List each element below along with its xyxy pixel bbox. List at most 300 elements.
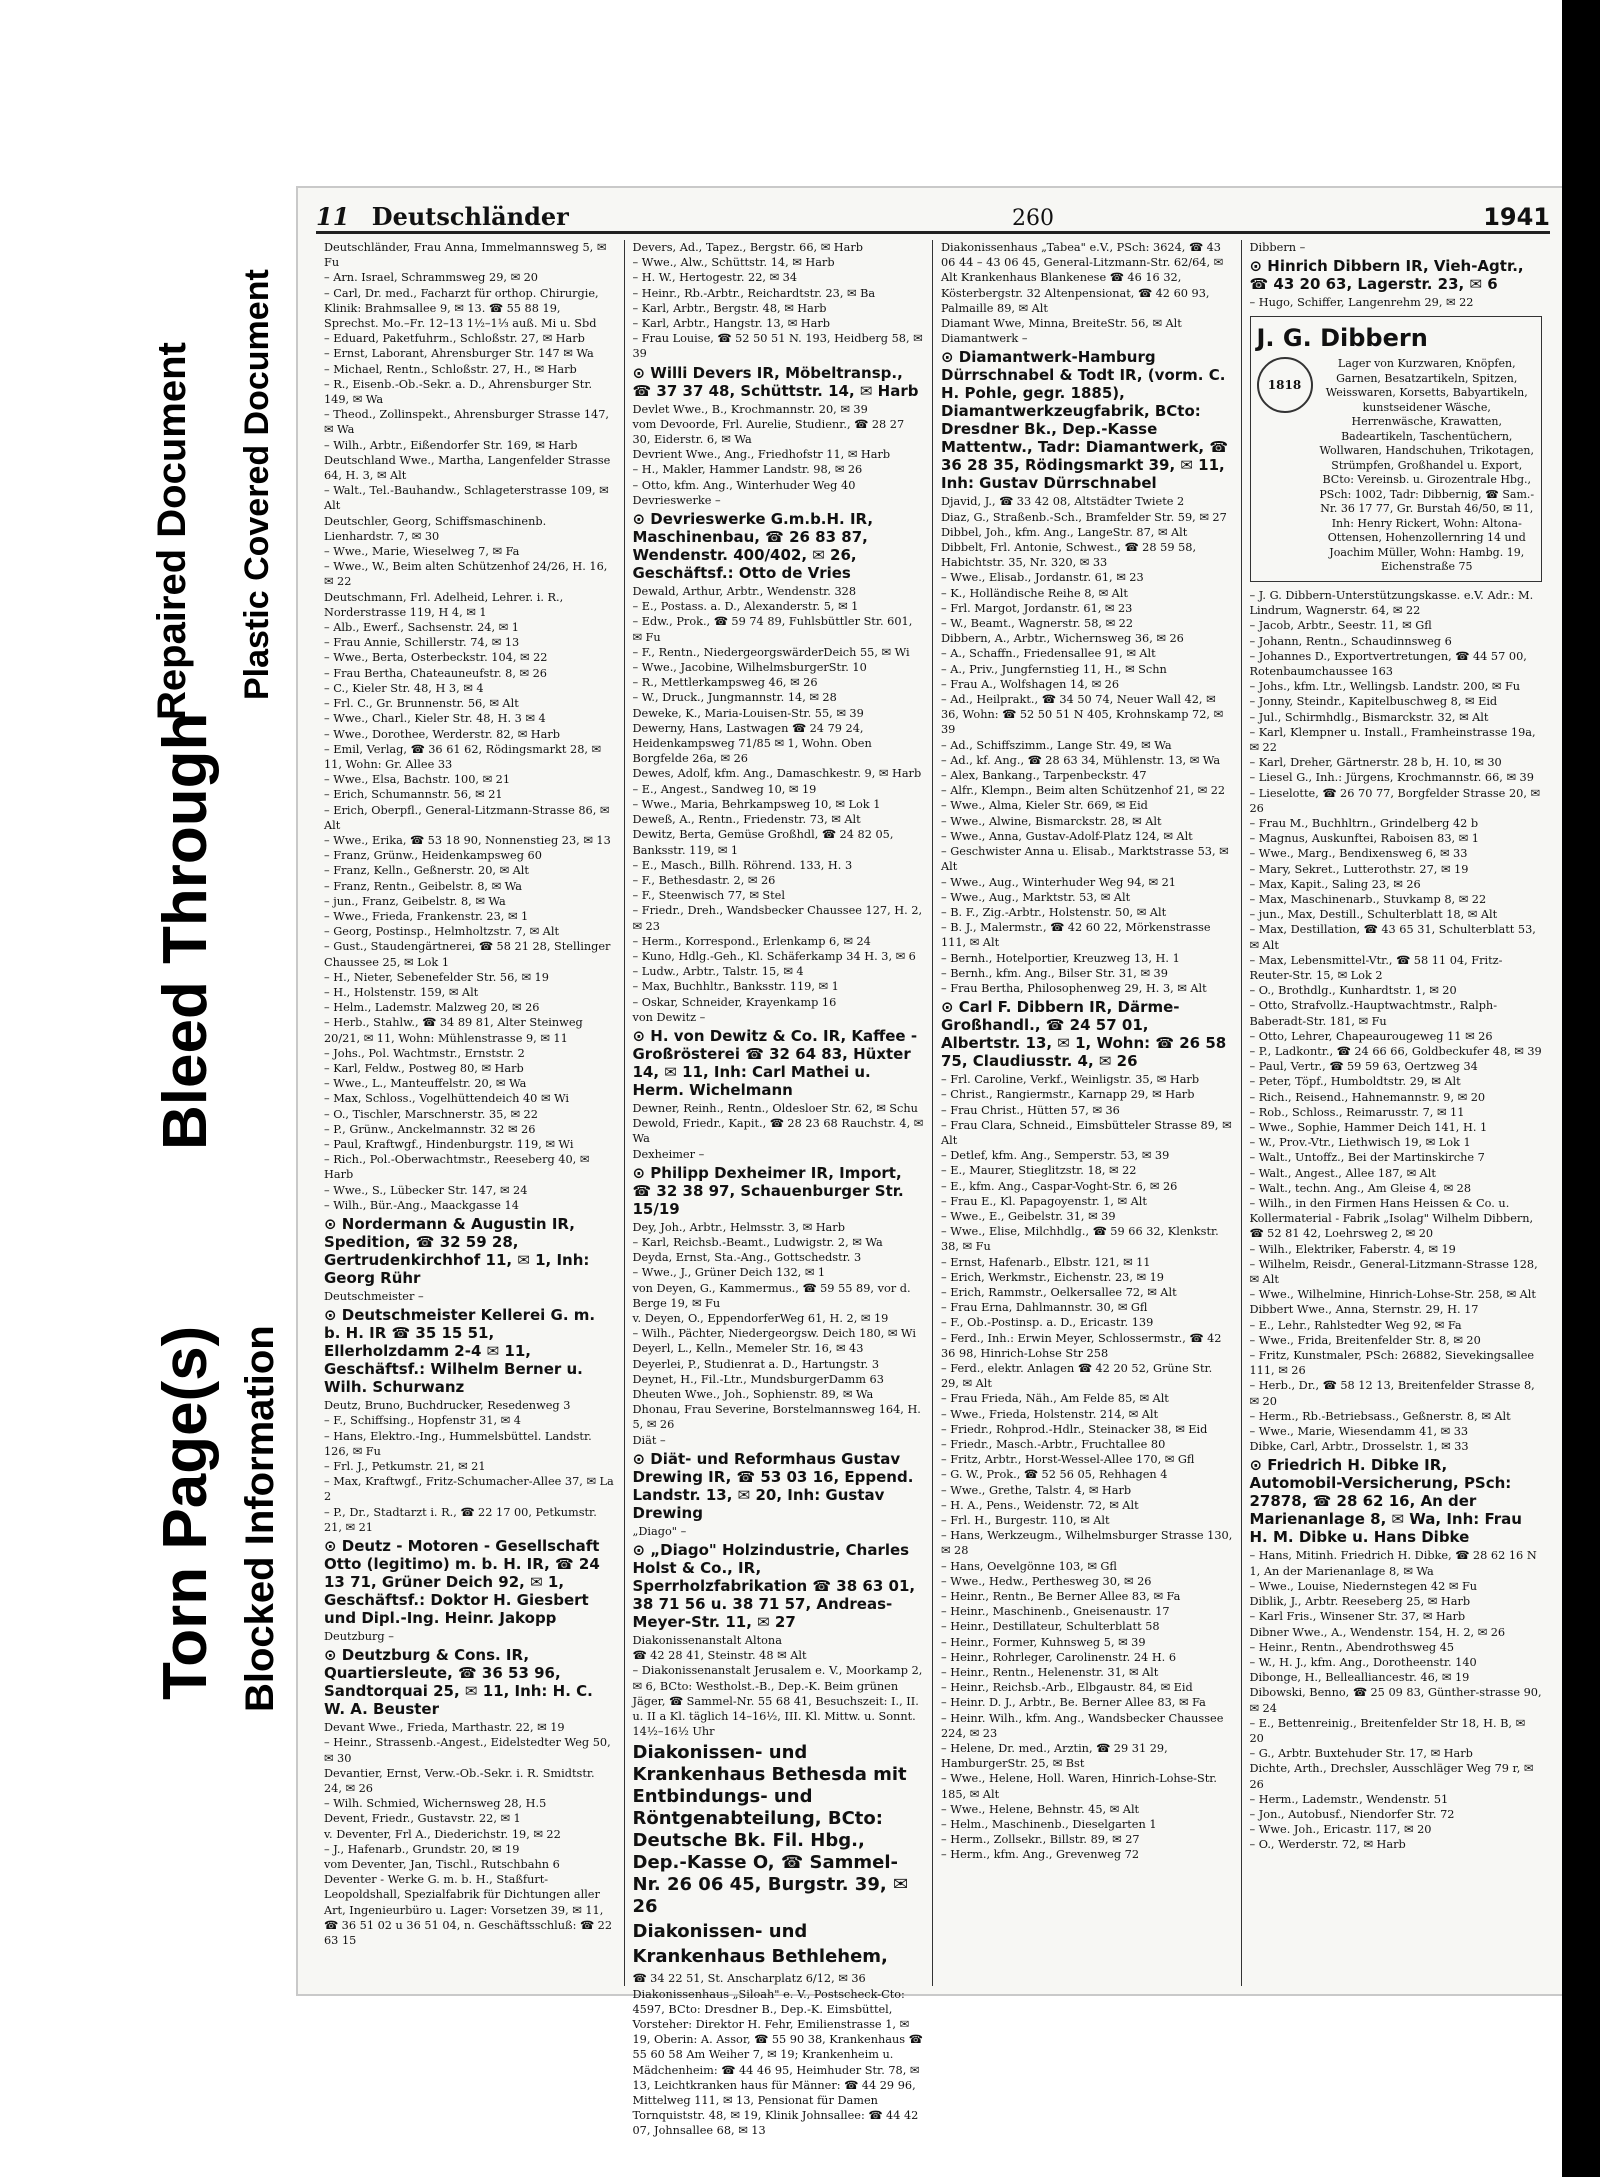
advertisement-box (1250, 316, 1543, 582)
directory-entry: – Wwe., Elsa, Bachstr. 100, ✉ 21 (324, 773, 511, 787)
directory-entry: – Ernst, Laborant, Ahrensburger Str. 147 ✉ Wa (324, 347, 594, 361)
directory-entry: – H. A., Pens., Weidenstr. 72, ✉ Alt (941, 1498, 1139, 1512)
directory-entry: – Wwe., Marie, Wiesendamm 41, ✉ 33 (1249, 1425, 1469, 1439)
directory-entry: – Alb., Ewerf., Sachsenstr. 24, ✉ 1 (324, 621, 519, 635)
directory-entry: – Wwe., Maria, Behrkampsweg 10, ✉ Lok 1 (632, 797, 881, 811)
directory-entry: – Wilh. Schmied, Wichernsweg 28, H.5 (324, 1797, 547, 1811)
directory-entry: – Edw., Prok., ☎ 59 74 89, Fuhlsbüttler Str. 601, ✉ Fu (632, 615, 913, 644)
header-left (316, 202, 816, 231)
directory-entry: ⊙ Deutz - Motoren - Gesellschaft Otto (legitimo) m. b. H. IR, ☎ 24 13 71, Grüner Deich 92, ✉ 1, Geschäftsf.: Doktor H. Giesbert und Dipl.-Ing. Heinr. Jakopp (324, 1537, 600, 1628)
directory-entry: – Diakonissenanstalt Jerusalem e. V., Moorkamp 2, ✉ 6, BCto: Westholst.-B., Dep.-K. Beim grünen Jäger, ☎ Sammel-Nr. 55 68 41, Besuchszeit: I., II. u. II a Kl. täglich 14–16½, III. Kl. Mittw. u. Sonnt. 14½–16½ Uhr (632, 1664, 923, 1739)
directory-entry: – Geschwister Anna u. Elisab., Marktstrasse 53, ✉ Alt (941, 845, 1229, 874)
directory-entry: – Wwe., Alwine, Bismarckstr. 28, ✉ Alt (941, 814, 1162, 828)
directory-entry: Dewerny, Hans, Lastwagen ☎ 24 79 24, Heidenkampsweg 71/85 ✉ 1, Wohn. Oben Borgfelde 26a, ✉ 26 (632, 721, 872, 766)
directory-entry: – Alfr., Klempn., Beim alten Schützenhof 21, ✉ 22 (941, 784, 1226, 798)
directory-entry: – Hans, Werkzeugm., Wilhelmsburger Strasse 130, ✉ 28 (941, 1529, 1233, 1558)
directory-entry: – Helm., Lademstr. Malzweg 20, ✉ 26 (324, 1001, 540, 1015)
directory-entry: – Friedr., Rohprod.-Hdlr., Steinacker 38, ✉ Eid (941, 1422, 1208, 1436)
directory-entry: – F., Schiffsing., Hopfenstr 31, ✉ 4 (324, 1414, 521, 1428)
directory-entry: – Wwe., Dorothee, Werderstr. 82, ✉ Harb (324, 727, 561, 741)
directory-entry: – Ad., Schiffszimm., Lange Str. 49, ✉ Wa (941, 738, 1172, 752)
directory-entry: Dibbern – (1249, 241, 1306, 254)
directory-entry: – Ludw., Arbtr., Talstr. 15, ✉ 4 (632, 965, 804, 979)
directory-entry: – Frau Annie, Schillerstr. 74, ✉ 13 (324, 636, 520, 650)
directory-entry: – Jul., Schirmhdlg., Bismarckstr. 32, ✉ Alt (1249, 710, 1489, 724)
directory-entry: – Wwe., Elisab., Jordanstr. 61, ✉ 23 (941, 571, 1144, 585)
directory-entry: ⊙ Friedrich H. Dibke IR, Automobil-Versicherung, PSch: 27878, ☎ 28 62 16, An der Marienanlage 8, ✉ Wa, Inh: Frau H. M. Dibke u. Hans Dibke (1249, 1456, 1522, 1547)
directory-entry: – Gust., Staudengärtnerei, ☎ 58 21 28, Stellinger Chaussee 25, ✉ Lok 1 (324, 940, 611, 969)
directory-entry: Dibowski, Benno, ☎ 25 09 83, Günther-strasse 90, ✉ 24 (1249, 1686, 1542, 1715)
directory-entry: – Erich, Werkmstr., Eichenstr. 23, ✉ 19 (941, 1270, 1164, 1284)
directory-entry: – Mary, Sekret., Lutterothstr. 27, ✉ 19 (1249, 862, 1469, 876)
directory-entry: Devantier, Ernst, Verw.-Ob.-Sekr. i. R. Smidtstr. 24, ✉ 26 (324, 1766, 595, 1796)
directory-entry: – E., Lehr., Rahlstedter Weg 92, ✉ Fa (1249, 1318, 1462, 1332)
directory-entry: – Wwe., Aug., Marktstr. 53, ✉ Alt (941, 890, 1131, 904)
directory-entry: Diaz, G., Straßenb.-Sch., Bramfelder Str. 59, ✉ 27 (941, 510, 1227, 524)
directory-entry: – K., Holländische Reihe 8, ✉ Alt (941, 586, 1128, 600)
directory-entry: – P., Grünw., Anckelmannstr. 32 ✉ 26 (324, 1122, 536, 1136)
directory-entry: – R., Mettlerkampsweg 46, ✉ 26 (632, 676, 818, 690)
directory-entry: – B. F., Zig.-Arbtr., Holstenstr. 50, ✉ Alt (941, 905, 1167, 919)
directory-entry: Devers, Ad., Tapez., Bergstr. 66, ✉ Harb (632, 241, 864, 254)
directory-entry: vom Deventer, Jan, Tischl., Rutschbahn 6 (324, 1858, 560, 1872)
directory-entry: – Ferd., elektr. Anlagen ☎ 42 20 52, Grüne Str. 29, ✉ Alt (941, 1361, 1213, 1391)
directory-entry: ⊙ Nordermann & Augustin IR, Spedition, ☎ 32 59 28, Gertrudenkirchhof 11, ✉ 1, Inh: Georg Rühr (324, 1215, 590, 1287)
directory-entry: – Heinr., Reichsb.-Arb., Elbgaustr. 84, ✉ Eid (941, 1681, 1193, 1695)
directory-entry: – Walt., Untoffz., Bei der Martinskirche 7 (1249, 1151, 1485, 1165)
directory-entry: – E., Maurer, Stieglitzstr. 18, ✉ 22 (941, 1164, 1137, 1178)
directory-entry: – O., Werderstr. 72, ✉ Harb (1249, 1838, 1406, 1852)
directory-entry: ⊙ Devrieswerke G.m.b.H. IR, Maschinenbau, ☎ 26 83 87, Wendenstr. 400/402, ✉ 26, Geschäftsf.: Otto de Vries (632, 510, 874, 583)
directory-entry: Dichte, Arth., Drechsler, Ausschläger Weg 79 r, ✉ 26 (1249, 1762, 1534, 1791)
directory-entry: Diamantwerk – (941, 332, 1028, 346)
side-labels (0, 0, 300, 2177)
directory-entry: – Ferd., Inh.: Erwin Meyer, Schlossermstr., ☎ 42 36 98, Hinrich-Lohse Str 258 (941, 1331, 1222, 1360)
directory-entry: – Wwe., Helene, Holl. Waren, Hinrich-Lohse-Str. 185, ✉ Alt (941, 1772, 1218, 1801)
directory-entry: – Eduard, Paketfuhrm., Schloßstr. 27, ✉ Harb (324, 332, 585, 346)
directory-entry: – Frl. C., Gr. Brunnenstr. 56, ✉ Alt (324, 697, 519, 711)
directory-entry: Djavid, J., ☎ 33 42 08, Altstädter Twiete 2 (941, 495, 1185, 509)
directory-entry: Dheuten Wwe., Joh., Sophienstr. 89, ✉ Wa (632, 1387, 874, 1401)
directory-entry: – Detlef, kfm. Ang., Semperstr. 53, ✉ 39 (941, 1149, 1170, 1163)
directory-entry: – jun., Max, Destill., Schulterblatt 18, ✉ Alt (1249, 908, 1498, 922)
ad-text: Lager von Kurzwaren, Knöpfen, Garnen, Besatzartikeln, Spitzen, Weisswaren, Korsetts, Babyartikeln, kunstseidener Wäsche, Herrenwäsche, Krawatten, Badeartikeln, Taschentüchern, Wollwaren, Handschuhen, Trikotagen, Strümpfen, Großhandel u. Export, BCto: Vereinsb. u. Girozentrale Hbg., PSch: 1002, Tadr: Dibbernig, ☎ Sam.-Nr. 36 17 77, Gr. Burstah 46/50, ✉ 11, Inh: Henry Rickert, Wohn: Altona-Ottensen, Hohenzollernring 14 und Joachim Müller, Wohn: Hambg. 19, Eichenstraße 75 (1319, 357, 1535, 574)
directory-entry: – F., Rentn., NiedergeorgswärderDeich 55, ✉ Wi (632, 645, 910, 659)
directory-entry: – Carl, Dr. med., Facharzt für orthop. Chirurgie, Klinik: Brahmsallee 9, ✉ 13. ☎ 55 88 19, Sprechst. Mo.–Fr. 12–13 1½–1⅓ auß. Mi u. Sbd (324, 286, 599, 331)
directory-entry: – Max, Kraftwgf., Fritz-Schumacher-Allee 37, ✉ La 2 (324, 1475, 614, 1504)
directory-entry: Deyerlei, P., Studienrat a. D., Hartungstr. 3 (632, 1357, 880, 1371)
directory-entry: – Herm., Rb.-Betriebsass., Geßnerstr. 8, ✉ Alt (1249, 1409, 1511, 1423)
directory-entry: – Wilh., Arbtr., Eißendorfer Str. 169, ✉ Harb (324, 438, 578, 452)
directory-entry: – E., Masch., Billh. Röhrend. 133, H. 3 (632, 858, 853, 872)
column-3 (933, 240, 1242, 1986)
directory-entry: Deynet, H., Fil.-Ltr., MundsburgerDamm 63 (632, 1372, 884, 1386)
directory-entry: Deutschländer, Frau Anna, Immelmannsweg 5, ✉ Fu (324, 241, 607, 270)
directory-entry: ⊙ Philipp Dexheimer IR, Import, ☎ 32 38 97, Schauenburger Str. 15/19 (632, 1163, 904, 1218)
directory-entry: – Frl. J., Petkumstr. 21, ✉ 21 (324, 1460, 486, 1474)
directory-entry: – Max, Lebensmittel-Vtr., ☎ 58 11 04, Fritz-Reuter-Str. 15, ✉ Lok 2 (1249, 953, 1503, 982)
directory-entry: Diakonissenanstalt Altona (632, 1634, 782, 1647)
directory-entry: v. Deventer, Frl A., Diederichstr. 19, ✉ 22 (324, 1827, 561, 1841)
directory-entry: – Karl Fris., Winsener Str. 37, ✉ Harb (1249, 1610, 1466, 1624)
directory-entry: – Wwe., Erika, ☎ 53 18 90, Nonnenstieg 23, ✉ 13 (324, 833, 611, 847)
scanner-edge-band (1562, 0, 1600, 2177)
directory-entry: Devent, Friedr., Gustavstr. 22, ✉ 1 (324, 1812, 521, 1826)
directory-entry: – Paul, Vertr., ☎ 59 59 63, Oertzweg 34 (1249, 1060, 1478, 1074)
directory-entry: – Frau Bertha, Philosophenweg 29, H. 3, ✉ Alt (941, 981, 1207, 995)
directory-entry: – E., Angest., Sandweg 10, ✉ 19 (632, 782, 817, 796)
directory-entry: – Wwe., Frieda, Holstenstr. 214, ✉ Alt (941, 1407, 1159, 1421)
directory-entry: ⊙ H. von Dewitz & Co. IR, Kaffee - Großrösterei ☎ 32 64 83, Hüxter 14, ✉ 11, Inh: Carl Mathei u. Herm. Wichelmann (632, 1026, 918, 1099)
directory-entry: – Wilh., Bür.-Ang., Maackgasse 14 (324, 1198, 519, 1212)
directory-entry: – H., Nieter, Sebenefelder Str. 56, ✉ 19 (324, 970, 549, 984)
directory-entry: – W., Prov.-Vtr., Liethwisch 19, ✉ Lok 1 (1249, 1136, 1471, 1150)
directory-entry: – Walt., Angest., Allee 187, ✉ Alt (1249, 1166, 1436, 1180)
directory-entry: – Ad., kf. Ang., ☎ 28 63 34, Mühlenstr. 13, ✉ Wa (941, 753, 1221, 767)
ad-body (1257, 357, 1536, 575)
directory-entry: Diakonissen- und (632, 1921, 808, 1943)
directory-entry: – Hans, Mitinh. Friedrich H. Dibke, ☎ 28 62 16 N 1, An der Marienanlage 8, ✉ Wa (1249, 1549, 1537, 1578)
directory-entry: – Lieselotte, ☎ 26 70 77, Borgfelder Strasse 20, ✉ 26 (1249, 786, 1540, 815)
directory-entry: – Wwe., Marie, Wieselweg 7, ✉ Fa (324, 545, 520, 559)
directory-entry: Dibbelt, Frl. Antonie, Schwest., ☎ 28 59 58, Habichtstr. 35, Nr. 320, ✉ 33 (941, 541, 1197, 570)
directory-entry: – Heinr., Rentn., Helenenstr. 31, ✉ Alt (941, 1666, 1159, 1680)
directory-entry: – Hugo, Schiffer, Langenrehm 29, ✉ 22 (1249, 296, 1474, 310)
directory-entry: – Frau Clara, Schneid., Eimsbütteler Strasse 89, ✉ Alt (941, 1118, 1232, 1147)
column-4-top (1250, 240, 1543, 310)
directory-entry: – Liesel G., Inh.: Jürgens, Krochmannstr. 66, ✉ 39 (1249, 771, 1534, 785)
directory-entry: – J. G. Dibbern-Unterstützungskasse. e.V. Adr.: M. Lindrum, Wagnerstr. 64, ✉ 22 (1249, 588, 1534, 618)
directory-entry: – Wwe., Frieda, Frankenstr. 23, ✉ 1 (324, 909, 529, 923)
directory-entry: – Johann, Rentn., Schaudinnsweg 6 (1249, 634, 1452, 648)
directory-entry: v. Deyen, O., EppendorferWeg 61, H. 2, ✉ 19 (632, 1311, 889, 1325)
directory-entry: – H., Makler, Hammer Landstr. 98, ✉ 26 (632, 463, 863, 477)
directory-entry: – Heinr., Rentn., Be Berner Allee 83, ✉ Fa (941, 1590, 1181, 1604)
directory-entry: – C., Kieler Str. 48, H 3, ✉ 4 (324, 681, 484, 695)
directory-entry: – Heinr. Wilh., kfm. Ang., Wandsbecker Chaussee 224, ✉ 23 (941, 1711, 1224, 1740)
ad-seal: 1818 (1257, 357, 1313, 413)
directory-entry: – Frau E., Kl. Papagoyenstr. 1, ✉ Alt (941, 1194, 1147, 1208)
directory-entry: – Wwe. Joh., Ericastr. 117, ✉ 20 (1249, 1823, 1432, 1837)
directory-entry: – Frl. Margot, Jordanstr. 61, ✉ 23 (941, 601, 1133, 615)
directory-entry: – A., Priv., Jungfernstieg 11, H., ✉ Schn (941, 662, 1167, 676)
label-plastic-covered: Plastic Covered Document (238, 269, 276, 700)
directory-entry: – O., Brothdlg., Kunhardtstr. 1, ✉ 20 (1249, 984, 1457, 998)
directory-entry: – Frl. H., Burgestr. 110, ✉ Alt (941, 1514, 1110, 1528)
directory-entry: – Heinr., Former, Kuhnsweg 5, ✉ 39 (941, 1635, 1146, 1649)
directory-entry: von Dewitz – (632, 1010, 706, 1024)
directory-entry: Devant Wwe., Frieda, Marthastr. 22, ✉ 19 (324, 1721, 565, 1735)
directory-entry: – Heinr., Destillateur, Schulterblatt 58 (941, 1620, 1160, 1634)
directory-entry: Devrient Wwe., Ang., Friedhofstr 11, ✉ Harb (632, 448, 891, 462)
directory-entry: Diamant Wwe, Minna, BreiteStr. 56, ✉ Alt (941, 317, 1182, 331)
directory-entry: – Wwe., E., Geibelstr. 31, ✉ 39 (941, 1209, 1116, 1223)
directory-entry: – R., Eisenb.-Ob.-Sekr. a. D., Ahrensburger Str. 149, ✉ Wa (324, 377, 593, 407)
directory-entry: – Magnus, Auskunftei, Raboisen 83, ✉ 1 (1249, 832, 1479, 846)
directory-entry: – P., Dr., Stadtarzt i. R., ☎ 22 17 00, Petkumstr. 21, ✉ 21 (324, 1505, 597, 1534)
directory-entry: Deweß, A., Rentn., Friedenstr. 73, ✉ Alt (632, 813, 861, 827)
directory-entry: – Heinr., Maschinenb., Gneisenaustr. 17 (941, 1605, 1170, 1619)
directory-entry: – Otto, Strafvollz.-Hauptwachtmstr., Ralph-Baberadt-Str. 181, ✉ Fu (1249, 999, 1498, 1028)
directory-entry: – Wilhelm, Reisdr., General-Litzmann-Strasse 128, ✉ Alt (1249, 1257, 1538, 1287)
directory-entry: – Wwe., Grethe, Talstr. 4, ✉ Harb (941, 1483, 1132, 1497)
directory-entry: Dewitz, Berta, Gemüse Großhdl, ☎ 24 82 05, Banksstr. 119, ✉ 1 (632, 828, 894, 857)
directory-entry: Dibbert Wwe., Anna, Sternstr. 29, H. 17 (1249, 1303, 1479, 1317)
directory-entry: – B. J., Malermstr., ☎ 42 60 22, Mörkenstrasse 111, ✉ Alt (941, 921, 1211, 950)
directory-entry: – Karl, Klempner u. Install., Framheinstrasse 19a, ✉ 22 (1249, 725, 1536, 754)
directory-entry: Dewold, Friedr., Kapit., ☎ 28 23 68 Rauchstr. 4, ✉ Wa (632, 1117, 924, 1146)
directory-entry: – Herm., kfm. Ang., Grevenweg 72 (941, 1848, 1140, 1862)
directory-entry: – Herm., Zollsekr., Billstr. 89, ✉ 27 (941, 1833, 1140, 1847)
directory-entry: – Karl, Reichsb.-Beamt., Ludwigstr. 2, ✉ Wa (632, 1235, 883, 1249)
directory-entry: – Helene, Dr. med., Arztin, ☎ 29 31 29, HamburgerStr. 25, ✉ Bst (941, 1742, 1168, 1771)
label-bleed-through: Bleed Through (151, 712, 220, 1150)
directory-entry: – Wwe., Jacobine, WilhelmsburgerStr. 10 (632, 661, 867, 675)
directory-entry: – Herm., Korrespond., Erlenkamp 6, ✉ 24 (632, 934, 871, 948)
directory-entry: Dey, Joh., Arbtr., Helmsstr. 3, ✉ Harb (632, 1220, 845, 1234)
column-1 (316, 240, 625, 1986)
directory-entry: Dewes, Adolf, kfm. Ang., Damaschkestr. 9, ✉ Harb (632, 767, 922, 781)
page-number: 260 (1012, 206, 1054, 231)
directory-entry: – Emil, Verlag, ☎ 36 61 62, Rödingsmarkt 28, ✉ 11, Wohn: Gr. Allee 33 (324, 742, 602, 771)
directory-entry: – Heinr., Rohrleger, Carolinenstr. 24 H. 6 (941, 1650, 1177, 1664)
directory-entry: – H. W., Hertogestr. 22, ✉ 34 (632, 271, 798, 285)
directory-entry: – Franz, Kelln., Geßnerstr. 20, ✉ Alt (324, 864, 529, 878)
directory-entry: – F., Bethesdastr. 2, ✉ 26 (632, 873, 776, 887)
directory-entry: – jun., Franz, Geibelstr. 8, ✉ Wa (324, 894, 506, 908)
directory-entry: – Frau Louise, ☎ 52 50 51 N. 193, Heidberg 58, ✉ 39 (632, 332, 923, 361)
directory-entry: – G. W., Prok., ☎ 52 56 05, Rehhagen 4 (941, 1468, 1168, 1482)
directory-entry: – W., Druck., Jungmannstr. 14, ✉ 28 (632, 691, 837, 705)
directory-entry: Diakonissenhaus „Siloah" e. V., Postscheck-Cto: 4597, BCto: Dresdner B., Dep.-K. Eimsbüttel, Vorsteher: Direktor H. Fehr, Emilienstrasse 1, ✉ 19, Oberin: A. Assor, ☎ 55 90 38, Krankenhaus ☎ 55 60 58 Am Weiher 7, ✉ 19; Krankenheim u. Mädchenheim: ☎ 44 46 95, Heimhuder Str. 78, ✉ 13, Leichtkranken haus für Männer: ☎ 44 29 96, Mittelweg 111, ✉ 13, Pensionat für Damen Tornquiststr. 48, ✉ 19, Klinik Johnsallee: ☎ 44 42 07, Johnsallee 68, ✉ 13 (632, 1987, 923, 2138)
directory-entry: Deutschler, Georg, Schiffsmaschinenb. Lienhardstr. 7, ✉ 30 (324, 514, 547, 543)
label-repaired-document: Repaired Document (150, 342, 194, 720)
directory-entry: – A., Schaffn., Friedensallee 91, ✉ Alt (941, 647, 1156, 661)
column-4 (1242, 240, 1551, 1986)
directory-entry: – Bernh., kfm. Ang., Bilser Str. 31, ✉ 39 (941, 966, 1168, 980)
directory-entry: – Wwe., Helene, Behnstr. 45, ✉ Alt (941, 1802, 1140, 1816)
directory-entry: Deutschland Wwe., Martha, Langenfelder Strasse 64, H. 3, ✉ Alt (324, 453, 611, 483)
directory-entry: Deyda, Ernst, Sta.-Ang., Gottschedstr. 3 (632, 1251, 862, 1265)
directory-entry: – Wwe., Louise, Niedernstegen 42 ✉ Fu (1249, 1579, 1478, 1593)
directory-entry: – Jonny, Steindr., Kapitelbuschweg 8, ✉ Eid (1249, 695, 1498, 709)
directory-entry: – Heinr. D. J., Arbtr., Be. Berner Allee 83, ✉ Fa (941, 1696, 1206, 1710)
directory-entry: – Ernst, Hafenarb., Elbstr. 121, ✉ 11 (941, 1255, 1151, 1269)
document-page (296, 186, 1568, 2138)
directory-entry: ⊙ Carl F. Dibbern IR, Därme-Großhandl., ☎ 24 57 01, Albertstr. 13, ✉ 1, Wohn: ☎ 26 58 75, Claudiusstr. 4, ✉ 26 (941, 998, 1227, 1071)
directory-entry: – E., Bettenreinig., Breitenfelder Str 18, H. B, ✉ 20 (1249, 1716, 1526, 1745)
directory-entry: – Wilh., in den Firmen Hans Heissen & Co. u. Kollermaterial - Fabrik „Isolag" Wilhelm Dibbern, ☎ 52 81 42, Loehrsweg 2, ✉ 20 (1249, 1197, 1534, 1241)
directory-entry: – Max, Destillation, ☎ 43 65 31, Schulterblatt 53, ✉ Alt (1249, 923, 1536, 952)
directory-entry: Deutschmann, Frl. Adelheid, Lehrer. i. R., Norderstrasse 119, H 4, ✉ 1 (324, 590, 564, 619)
header-section-number: 11 (316, 202, 350, 231)
directory-entry: – Theod., Zollinspekt., Ahrensburger Strasse 147, ✉ Wa (324, 408, 610, 437)
directory-entry: – Erich, Schumannstr. 56, ✉ 21 (324, 788, 503, 802)
directory-entry: – Max, Buchhltr., Banksstr. 119, ✉ 1 (632, 980, 839, 994)
directory-entry: – E., kfm. Ang., Caspar-Voght-Str. 6, ✉ 26 (941, 1179, 1178, 1193)
directory-entry: – Friedr., Masch.-Arbtr., Fruchtallee 80 (941, 1438, 1166, 1451)
directory-entry: – Karl, Feldw., Postweg 80, ✉ Harb (324, 1061, 524, 1075)
directory-entry: – P., Ladkontr., ☎ 24 66 66, Goldbeckufer 48, ✉ 39 (1249, 1045, 1542, 1058)
directory-entry: – Erich, Rammstr., Oelkersallee 72, ✉ Alt (941, 1285, 1177, 1299)
directory-entry: Diakonissen- und Krankenhaus Bethesda mit Entbindungs- und Röntgenabteilung, BCto: Deutsche Bk. Fil. Hbg., Dep.-Kasse O, ☎ Sammel-Nr. 26 06 45, Burgstr. 39, ✉ 26 (632, 1742, 909, 1918)
directory-entry: Deutz, Bruno, Buchdrucker, Resedenweg 3 (324, 1399, 571, 1413)
directory-entry: – Hans, Oevelgönne 103, ✉ Gfl (941, 1559, 1117, 1573)
directory-entry: – Frau Bertha, Chateauneufstr. 8, ✉ 26 (324, 666, 547, 680)
directory-entry: – Karl, Arbtr., Bergstr. 48, ✉ Harb (632, 301, 827, 315)
directory-entry: – F., Steenwisch 77, ✉ Stel (632, 889, 785, 903)
directory-entry: Dibbern, A., Arbtr., Wichernsweg 36, ✉ 26 (941, 632, 1184, 646)
directory-entry: – Fritz, Arbtr., Horst-Wessel-Allee 170, ✉ Gfl (941, 1453, 1195, 1467)
directory-entry: – J., Hafenarb., Grundstr. 20, ✉ 19 (324, 1842, 520, 1856)
directory-entry: Dewner, Reinh., Rentn., Oldesloer Str. 62, ✉ Schu (632, 1101, 918, 1115)
directory-entry: – Frau Frieda, Näh., Am Felde 85, ✉ Alt (941, 1392, 1169, 1406)
directory-entry: Diblik, J., Arbtr. Reeseberg 25, ✉ Harb (1249, 1595, 1471, 1609)
directory-entry: – Walt., Tel.-Bauhandw., Schlageterstrasse 109, ✉ Alt (324, 484, 609, 513)
directory-entry: – Max, Maschinenarb., Stuvkamp 8, ✉ 22 (1249, 892, 1487, 906)
directory-entry: – Paul, Kraftwgf., Hindenburgstr. 119, ✉ Wi (324, 1137, 574, 1151)
directory-entry: – Frau M., Buchhltrn., Grindelberg 42 b (1249, 816, 1479, 830)
directory-entry: ⊙ Diät- und Reformhaus Gustav Drewing IR, ☎ 53 03 16, Eppend. Landstr. 13, ✉ 20, Inh: Gustav Drewing (632, 1449, 914, 1522)
directory-entry: – Wwe., Frida, Breitenfelder Str. 8, ✉ 20 (1249, 1333, 1481, 1347)
directory-entry: Deyerl, L., Kelln., Memeler Str. 16, ✉ 43 (632, 1342, 864, 1356)
directory-entry: – O., Tischler, Marschnerstr. 35, ✉ 22 (324, 1107, 538, 1121)
directory-entry: – Wwe., Anna, Gustav-Adolf-Platz 124, ✉ Alt (941, 829, 1193, 843)
directory-entry: – Wilh., Elektriker, Faberstr. 4, ✉ 19 (1249, 1242, 1456, 1256)
directory-entry: – Wwe., Alma, Kieler Str. 669, ✉ Eid (941, 799, 1148, 813)
directory-entry: ⊙ Willi Devers IR, Möbeltransp., ☎ 37 37 48, Schüttstr. 14, ✉ Harb (632, 363, 919, 400)
directory-entry: – Oskar, Schneider, Krayenkamp 16 (632, 995, 837, 1009)
directory-entry: – Peter, Töpf., Humboldtstr. 29, ✉ Alt (1249, 1075, 1461, 1089)
directory-entry: – H., Holstenstr. 159, ✉ Alt (324, 985, 479, 999)
directory-entry: Deutschmeister – (324, 1290, 424, 1303)
directory-entry: Dibonge, H., Bellealliancestr. 46, ✉ 19 (1249, 1671, 1470, 1685)
directory-entry: – Heinr., Strassenb.-Angest., Eidelstedter Weg 50, ✉ 30 (324, 1736, 611, 1765)
directory-entry: – Max, Schloss., Vogelhüttendeich 40 ✉ Wi (324, 1092, 570, 1106)
directory-entry: – Wwe., L., Manteuffelstr. 20, ✉ Wa (324, 1077, 527, 1091)
directory-entry: – Herb., Dr., ☎ 58 12 13, Breitenfelder Strasse 8, ✉ 20 (1249, 1379, 1535, 1408)
directory-entry: Deventer - Werke G. m. b. H., Staßfurt-Leopoldshall, Spezialfabrik für Dichtungen aller Art, Ingenieurbüro u. Lager: Vorsetzen 39, ✉ 11, ☎ 36 51 02 u 36 51 04, n. Geschäftsschluß: ☎ 22 63 15 (324, 1873, 613, 1948)
directory-entry: – Frau Erna, Dahlmannstr. 30, ✉ Gfl (941, 1301, 1148, 1315)
directory-entry: vom Devoorde, Frl. Aurelie, Studienr., ☎ 28 27 30, Eiderstr. 6, ✉ Wa (632, 417, 905, 447)
directory-entry: – Georg, Postinsp., Helmholtzstr. 7, ✉ Alt (324, 925, 559, 939)
directory-entry: – W., Beamt., Wagnerstr. 58, ✉ 22 (941, 617, 1134, 631)
directory-entry: – Wwe., J., Grüner Deich 132, ✉ 1 (632, 1266, 826, 1280)
directory-entry: – Alex, Bankang., Tarpenbeckstr. 47 (941, 769, 1147, 783)
directory-entry: – F., Ob.-Postinsp. a. D., Ericastr. 139 (941, 1316, 1154, 1330)
directory-entry: ⊙ „Diago" Holzindustrie, Charles Holst & Co., IR, Sperrholzfabrikation ☎ 38 63 01, 38 71 56 u. 38 71 57, Andreas-Meyer-Str. 11, ✉ 27 (632, 1541, 916, 1631)
ad-title: J. G. Dibbern (1256, 324, 1428, 353)
directory-entry: – Herm., Lademstr., Wendenstr. 51 (1249, 1792, 1449, 1806)
directory-entry: ☎ 34 22 51, St. Anscharplatz 6/12, ✉ 36 (632, 1972, 866, 1986)
directory-entry: Diakonissenhaus „Tabea" e.V., PSch: 3624, ☎ 43 06 44 – 43 06 45, General-Litzmann-Str. 62/64, ✉ Alt Krankenhaus Blankenese ☎ 46 16 32, Kösterbergstr. 32 Altenpensionat, ☎ 42 60 93, Palmaille 89, ✉ Alt (941, 241, 1224, 315)
directory-entry: – Walt., techn. Ang., Am Gleise 4, ✉ 28 (1249, 1181, 1472, 1195)
directory-entry: – Wwe., Hedw., Perthesweg 30, ✉ 26 (941, 1574, 1152, 1588)
directory-entry: – Wwe., W., Beim alten Schützenhof 24/26, H. 16, ✉ 22 (324, 560, 608, 589)
header-year: 1941 (1483, 203, 1550, 231)
page-header (316, 192, 1550, 234)
directory-entry: – Friedr., Dreh., Wandsbecker Chaussee 127, H. 2, ✉ 23 (632, 904, 923, 933)
directory-entry: – Wwe., Marg., Bendixensweg 6, ✉ 33 (1249, 847, 1468, 861)
directory-entry: – Frau A., Wolfshagen 14, ✉ 26 (941, 677, 1120, 691)
directory-entry: von Deyen, G., Kammermus., ☎ 59 55 89, vor d. Berge 19, ✉ Fu (632, 1281, 911, 1310)
directory-entry: – Wwe., Aug., Winterhuder Weg 94, ✉ 21 (941, 875, 1176, 889)
directory-entry: „Diago" – (632, 1524, 687, 1538)
directory-entry: – Ad., Heilprakt., ☎ 34 50 74, Neuer Wall 42, ✉ 36, Wohn: ☎ 52 50 51 N 405, Krohnskamp 72, ✉ 39 (941, 693, 1224, 737)
header-title: Deutschländer (371, 202, 569, 231)
directory-entry: ⊙ Hinrich Dibbern IR, Vieh-Agtr., ☎ 43 20 63, Lagerstr. 23, ✉ 6 (1249, 257, 1524, 294)
directory-entry: – Helm., Maschinenb., Dieselgarten 1 (941, 1818, 1157, 1832)
directory-entry: Dibke, Carl, Arbtr., Drosselstr. 1, ✉ 33 (1249, 1440, 1469, 1454)
directory-entry: – Frl. Caroline, Verkf., Weinligstr. 35, ✉ Harb (941, 1073, 1200, 1087)
directory-columns (316, 240, 1550, 2138)
directory-entry: ⊙ Deutschmeister Kellerei G. m. b. H. IR ☎ 35 15 51, Ellerholzdamm 2-4 ✉ 11, Geschäftsf.: Wilhelm Berner u. Wilh. Schurwanz (324, 1306, 596, 1397)
directory-entry: Devlet Wwe., B., Krochmannstr. 20, ✉ 39 (632, 402, 868, 416)
label-blocked-information: Blocked Information (238, 1325, 282, 1712)
directory-entry: – Arn. Israel, Schrammsweg 29, ✉ 20 (324, 271, 538, 285)
directory-entry: – Rich., Reisend., Hahnemannstr. 9, ✉ 20 (1249, 1090, 1486, 1104)
directory-entry: – Max, Kapit., Saling 23, ✉ 26 (1249, 877, 1421, 891)
directory-entry: – Christ., Rangiermstr., Karnapp 29, ✉ Harb (941, 1088, 1195, 1102)
directory-entry: Diät – (632, 1433, 666, 1447)
column-4-entries (1250, 588, 1543, 1853)
directory-entry: – Jon., Autobusf., Niendorfer Str. 72 (1249, 1807, 1455, 1821)
directory-entry: – Heinr., Rb.-Arbtr., Reichardtstr. 23, ✉ Ba (632, 286, 876, 300)
directory-entry: – Hans, Elektro.-Ing., Hummelsbüttel. Landstr. 126, ✉ Fu (324, 1429, 592, 1458)
directory-entry: – Wwe., Wilhelmine, Hinrich-Lohse-Str. 258, ✉ Alt (1249, 1288, 1536, 1302)
directory-entry: ⊙ Diamantwerk-Hamburg Dürrschnabel & Todt IR, (vorm. C. H. Pohle, gegr. 1885), Diamantwerkzeugfabrik, BCto: Dresdner Bk., Dep.-Kasse Mattentw., Tadr: Diamantwerk, ☎ 36 28 35, Rödingsmarkt 39, ✉ 11, Inh: Gustav Dürrschnabel (941, 348, 1229, 493)
directory-entry: Krankenhaus Bethlehem, (632, 1946, 888, 1968)
directory-entry: Dibner Wwe., A., Wendenstr. 154, H. 2, ✉ 26 (1249, 1625, 1506, 1639)
directory-entry: Dhonau, Frau Severine, Borstelmannsweg 164, H. 5, ✉ 26 (632, 1403, 921, 1432)
directory-entry: Deweke, K., Maria-Louisen-Str. 55, ✉ 39 (632, 706, 864, 720)
directory-entry: – Wwe., S., Lübecker Str. 147, ✉ 24 (324, 1183, 528, 1197)
directory-entry: – Wilh., Pächter, Niedergeorgsw. Deich 180, ✉ Wi (632, 1327, 916, 1341)
directory-entry: – E., Postass. a. D., Alexanderstr. 5, ✉ 1 (632, 600, 859, 614)
directory-entry: – Heinr., Rentn., Abendrothsweg 45 (1249, 1640, 1455, 1654)
directory-entry: – G., Arbtr. Buxtehuder Str. 17, ✉ Harb (1249, 1747, 1473, 1761)
directory-entry: Deutzburg – (324, 1630, 394, 1644)
directory-entry: – Karl, Arbtr., Hangstr. 13, ✉ Harb (632, 317, 830, 331)
directory-entry: – Johs., Pol. Wachtmstr., Ernststr. 2 (324, 1046, 525, 1060)
directory-entry: – Herb., Stahlw., ☎ 34 89 81, Alter Steinweg 20/21, ✉ 11, Wohn: Mühlenstrasse 9, ✉ 11 (324, 1016, 583, 1045)
directory-entry: Devrieswerke – (632, 493, 721, 507)
directory-entry: – Fritz, Kunstmaler, PSch: 26882, Sievekingsallee 111, ✉ 26 (1249, 1349, 1535, 1378)
directory-entry: ⊙ Deutzburg & Cons. IR, Quartiersleute, ☎ 36 53 96, Sandtorquai 25, ✉ 11, Inh: H. C. W. A. Beuster (324, 1646, 593, 1719)
directory-entry: – Johs., kfm. Ltr., Wellingsb. Landstr. 200, ✉ Fu (1249, 680, 1521, 694)
directory-entry: – Otto, kfm. Ang., Winterhuder Weg 40 (632, 478, 856, 492)
directory-entry: – Wwe., Elise, Milchhdlg., ☎ 59 66 32, Klenkstr. 38, ✉ Fu (941, 1225, 1219, 1254)
directory-entry: – W., H. J., kfm. Ang., Dorotheenstr. 140 (1249, 1655, 1477, 1669)
directory-entry: – Franz, Grünw., Heidenkampsweg 60 (324, 849, 542, 863)
directory-entry: Dexheimer – (632, 1147, 705, 1161)
directory-entry: – Franz, Rentn., Geibelstr. 8, ✉ Wa (324, 879, 522, 893)
directory-entry: – Otto, Lehrer, Chapeaurougeweg 11 ✉ 26 (1249, 1029, 1493, 1043)
directory-entry: Dibbel, Joh., kfm. Ang., LangeStr. 87, ✉ Alt (941, 525, 1188, 539)
directory-entry: – Karl, Dreher, Gärtnerstr. 28 b, H. 10, ✉ 30 (1249, 756, 1502, 770)
directory-entry: – Jacob, Arbtr., Seestr. 11, ✉ Gfl (1249, 619, 1432, 633)
directory-entry: – Bernh., Hotelportier, Kreuzweg 13, H. 1 (941, 951, 1180, 965)
directory-entry: – Wwe., Berta, Osterbeckstr. 104, ✉ 22 (324, 651, 548, 665)
directory-entry: Dewald, Arthur, Arbtr., Wendenstr. 328 (632, 585, 857, 599)
directory-entry: – Erich, Oberpfl., General-Litzmann-Strasse 86, ✉ Alt (324, 803, 610, 832)
label-torn-pages: Torn Page(s) (151, 1325, 220, 1700)
directory-entry: – Rich., Pol.-Oberwachtmstr., Reeseberg 40, ✉ Harb (324, 1153, 590, 1182)
column-2 (625, 240, 934, 2138)
directory-entry: – Michael, Rentn., Schloßstr. 27, H., ✉ Harb (324, 362, 577, 376)
directory-entry: – Frau Christ., Hütten 57, ✉ 36 (941, 1103, 1120, 1117)
directory-entry: ☎ 42 28 41, Steinstr. 48 ✉ Alt (632, 1649, 807, 1663)
